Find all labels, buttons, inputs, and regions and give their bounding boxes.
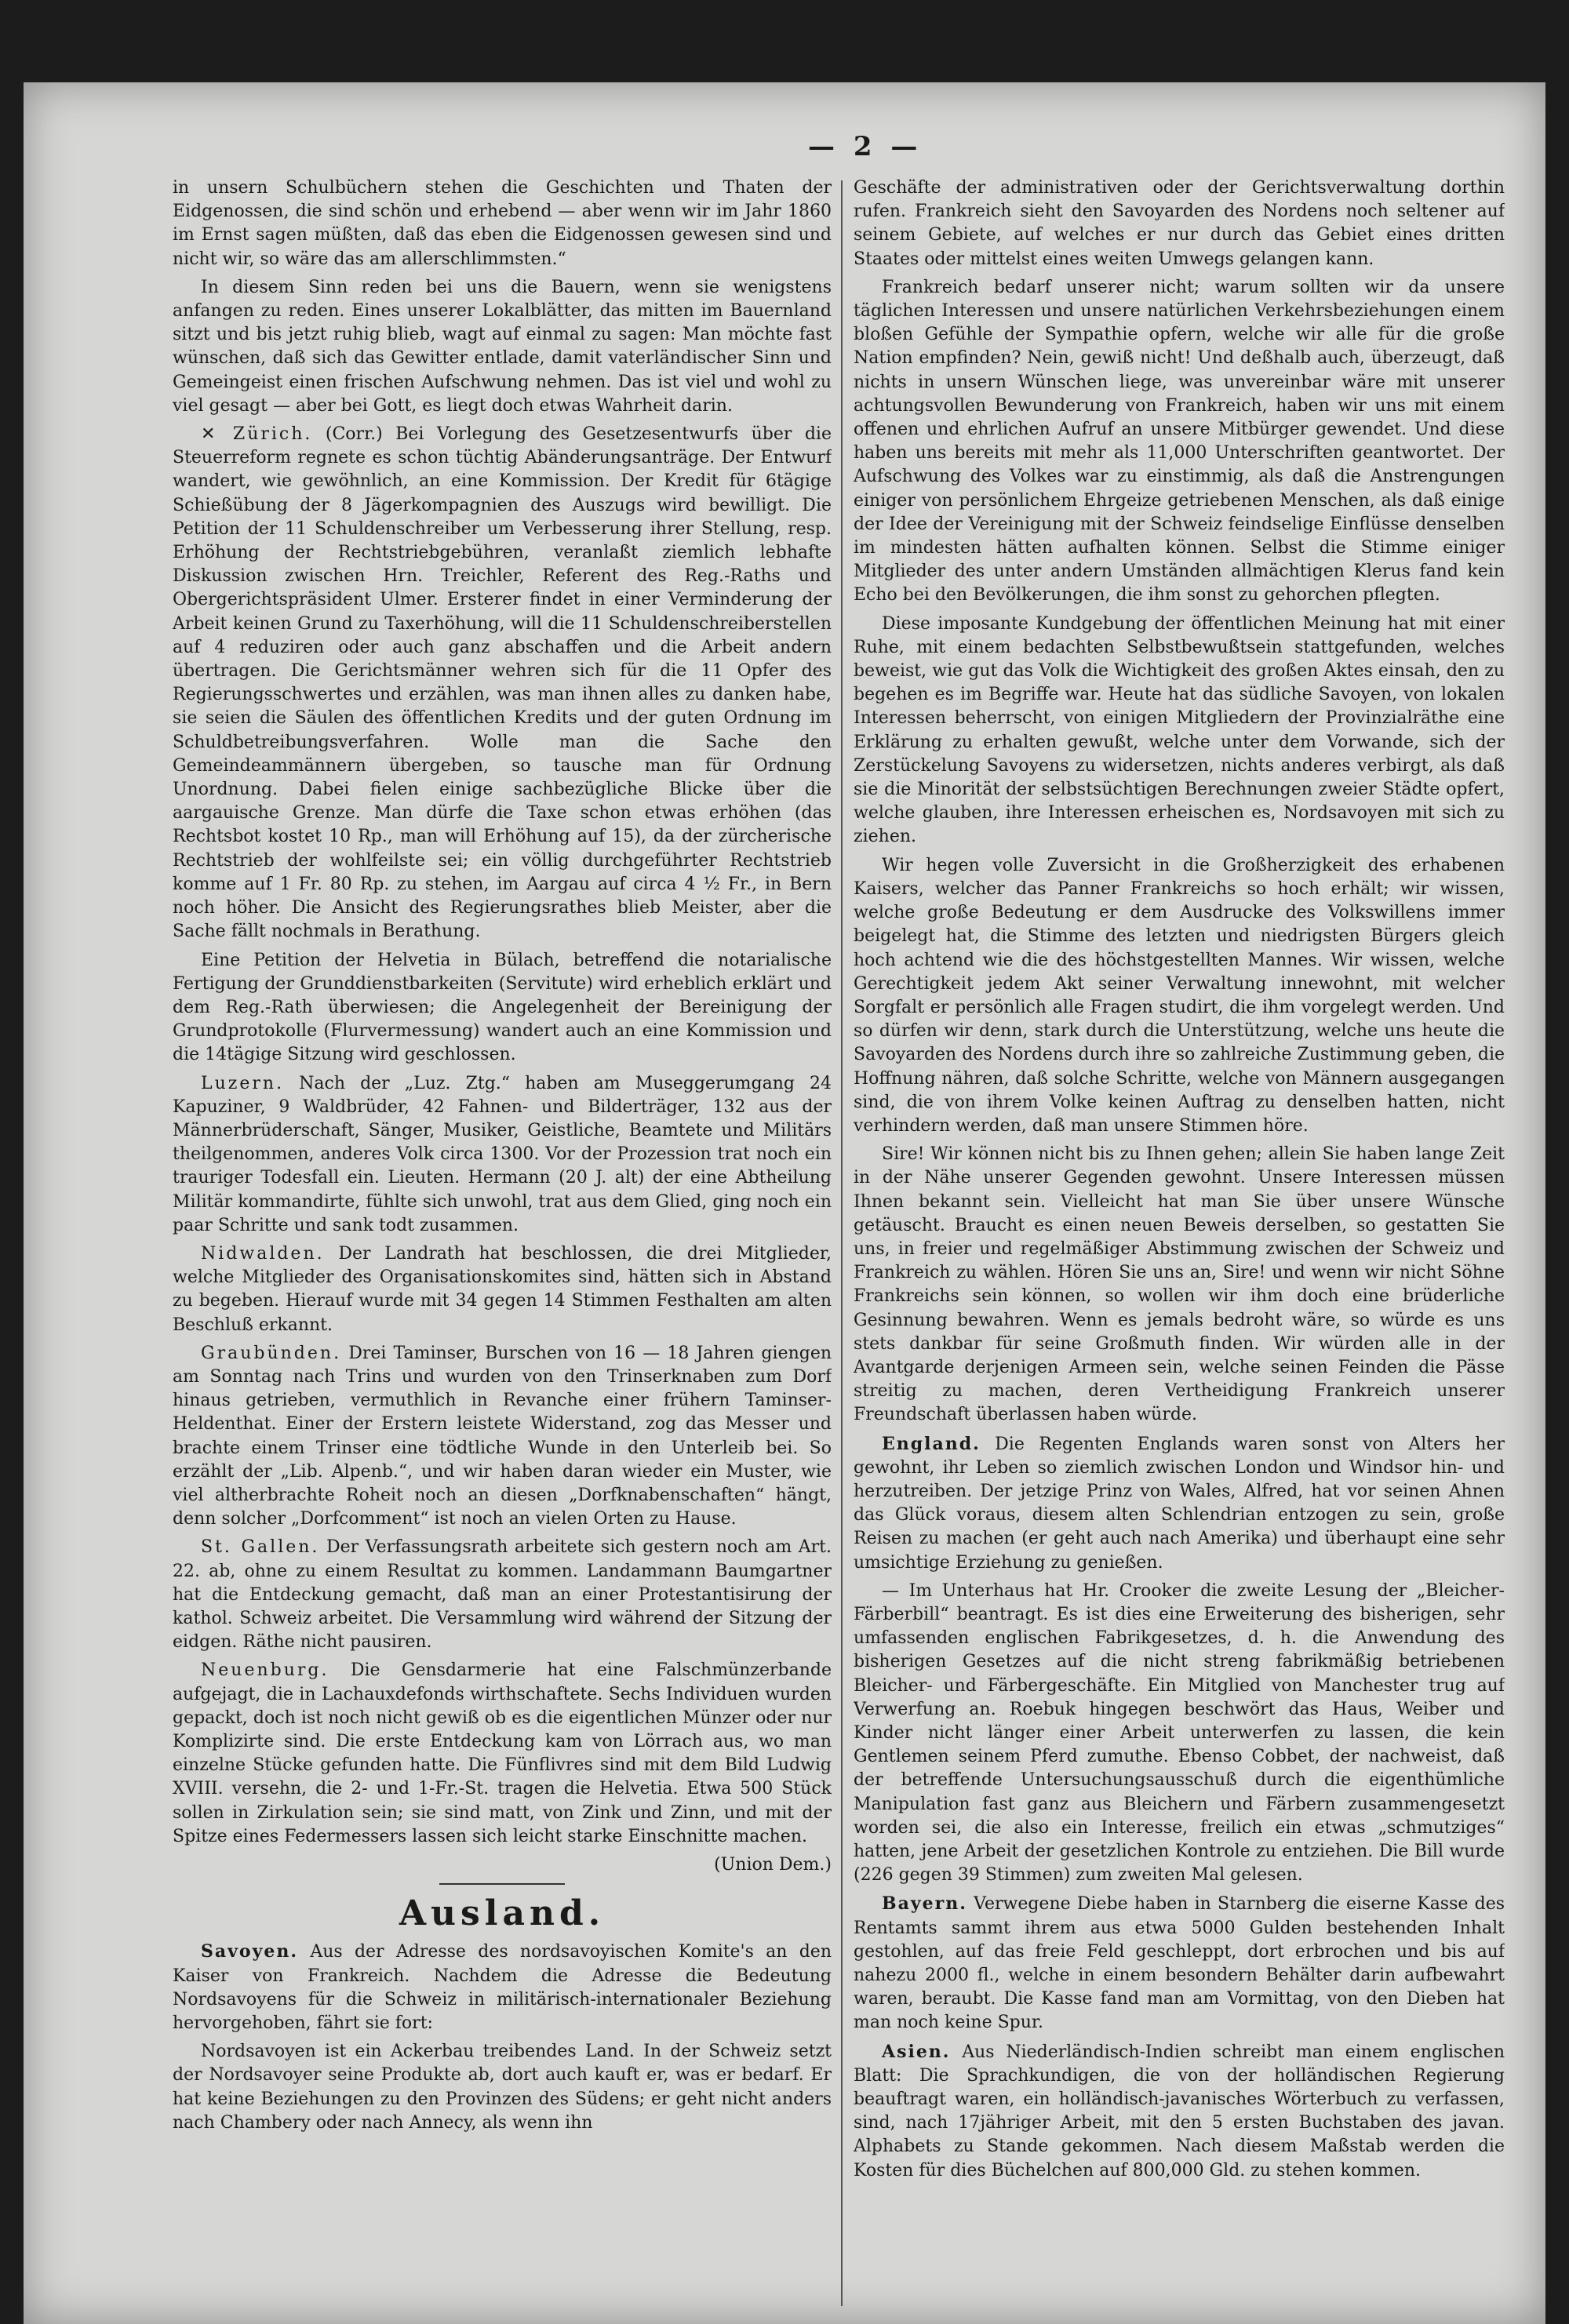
- article-text: Der Verfassungsrath arbeitete sich gestern noch am Art. 22. ab, ohne zu einem Resultat zu kommen. Landammann Baumgartner hat die Entdeckung gemacht, daß man an einer Protestantisirung der kathol. Schweiz arbeitet. Die Versammlung wird während der Sitzung der eidgen. Räthe nicht pausiren.: [173, 1537, 832, 1653]
- section-title-asien: Asien.: [882, 2041, 951, 2062]
- article-text: Nach der „Luz. Ztg.“ haben am Museggerumgang 24 Kapuziner, 9 Waldbrüder, 42 Fahnen- und Bilderträger, 132 aus der Männerbrüderschaft, Sänger, Musiker, Geistliche, Beamtete und Militärs theilgenommen, anderes Volk circa 1300. Vor der Prozession trat noch ein trauriger Todesfall ein. Lieuten. Hermann (20 J. alt) der eine Abtheilung Militär kommandirte, fühlte sich unwohl, trat aus dem Glied, ging noch ein paar Schritte und sank todt zusammen.: [173, 1073, 832, 1235]
- article-paragraph: in unsern Schulbüchern stehen die Geschichten und Thaten der Eidgenossen, die sind schön und erhebend — aber wenn wir im Jahr 1860 im Ernst sagen müßten, daß das eben die Eidgenossen gewesen sind und nicht wir, so wäre das am allerschlimmsten.“: [173, 178, 832, 269]
- article-stgallen: [173, 1536, 832, 1654]
- article-zurich: [173, 423, 832, 944]
- column-divider: [841, 180, 843, 2306]
- article-savoyen: [173, 1940, 832, 2035]
- source-citation: (Union Dem.): [714, 1855, 832, 1875]
- right-column: [854, 176, 1505, 2310]
- article-graubunden: [173, 1342, 832, 1532]
- article-asien: [854, 2040, 1505, 2183]
- section-title-savoyen: Savoyen.: [201, 1941, 299, 1962]
- article-paragraph: Nordsavoyen ist ein Ackerbau treibendes Land. In der Schweiz setzt der Nordsavoyer seine Produkte ab, dort auch kauft er, was er bedarf. Er hat keine Beziehungen zu den Provinzen des Südens; er geht nicht anders nach Chambery oder nach Annecy, als wenn ihn: [173, 2042, 832, 2133]
- section-title-graubunden: Graubünden.: [201, 1343, 342, 1363]
- page-number: — 2 —: [808, 131, 923, 162]
- section-title-england: England.: [882, 1433, 981, 1454]
- article-england: [854, 1432, 1505, 1575]
- article-text: Drei Taminser, Burschen von 16 — 18 Jahren giengen am Sonntag nach Trins und wurden von den Trinserknaben zum Dorf hinaus getrieben, vermuthlich in Revanche einer frühern Taminser-Heldenthat. Einer der Erstern leistete Widerstand, zog das Messer und brachte einem Trinser eine tödtliche Wunde in den Unterleib bei. So erzählt der „Lib. Alpenb.“, und wir haben daran wieder ein Muster, wie viel altherbrachte Roheit noch an diesen „Dorfknabenschaften“ hängt, denn solcher „Dorfcomment“ ist noch an vielen Orten zu Hause.: [173, 1343, 832, 1529]
- article-text: Der Landrath hat beschlossen, die drei Mitglieder, welche Mitglieder des Organisationskomites sind, hätten sich in Abstand zu begeben. Hierauf wurde mit 34 gegen 14 Stimmen Festhalten am alten Beschluß erkannt.: [173, 1243, 832, 1335]
- article-luzern: [173, 1072, 832, 1238]
- section-title-luzern: Luzern.: [201, 1073, 285, 1093]
- article-paragraph: Sire! Wir können nicht bis zu Ihnen gehen; allein Sie haben lange Zeit in der Nähe unserer Gegenden gewohnt. Unsere Interessen müssen Ihnen bekannt sein. Vielleicht hat man Sie über unsere Wünsche getäuscht. Braucht es einen neuen Beweis derselben, so gestatten Sie uns, in freier und regelmäßiger Abstimmung zwischen der Schweiz und Frankreich zu wählen. Hören Sie uns an, Sire! und wenn wir nicht Söhne Frankreichs sein können, so wollen wir ihm doch eine brüderliche Gesinnung bewahren. Wenn es jemals bedroht wäre, so würde es uns stets dankbar für seine Großmuth finden. Wir würden alle in der Avantgarde derjenigen Armeen sein, welche seinen Feinden die Pässe streitig zu machen, deren Vertheidigung Frankreich unserer Freundschaft überlassen haben würde.: [854, 1144, 1505, 1425]
- article-text: Aus Niederländisch-Indien schreibt man einem englischen Blatt: Die Sprachkundigen, die von der holländischen Regierung beauftragt waren, ein holländisch-javanisches Wörterbuch zu verfassen, sind, nach 17jähriger Arbeit, mit den 5 ersten Buchstaben des javan. Alphabets zu Stande gekommen. Nach diesem Maßstab werden die Kosten für dies Büchelchen auf 800,000 Gld. zu stehen kommen.: [854, 2042, 1505, 2180]
- article-bayern: [854, 1892, 1505, 2035]
- divider-rule: [439, 1883, 565, 1885]
- article-paragraph: Geschäfte der administrativen oder der Gerichtsverwaltung dorthin rufen. Frankreich sieht den Savoyarden des Nordens noch seltener auf seinem Gebiete, auf welches er nur durch das Gebiet eines dritten Staates oder mittelst eines weiten Umwegs gelangen kann.: [854, 178, 1505, 269]
- article-paragraph: Diese imposante Kundgebung der öffentlichen Meinung hat mit einer Ruhe, mit einem bedachten Selbstbewußtsein stattgefunden, welches beweist, wie gut das Volk die Wichtigkeit des großen Aktes einsah, den zu begehen es im Begriffe war. Heute hat das südliche Savoyen, von lokalen Interessen beherrscht, von einigen Mitgliedern der Provinzialräthe eine Erklärung zu erhalten gewußt, welche unter dem Vorwande, sich der Zerstückelung Savoyens zu widersetzen, nichts anderes verbirgt, als daß sie die Minorität der selbstsüchtigen Berechnungen zweier Städte opfert, welche glauben, ihre Interessen erheischen es, Nordsavoyen mit sich zu ziehen.: [854, 613, 1505, 847]
- ausland-heading: Ausland.: [399, 1893, 606, 1934]
- article-text: Die Gensdarmerie hat eine Falschmünzerbande aufgejagt, die in Lachauxdefonds wirthschaftete. Sechs Individuen wurden gepackt, doch ist noch nicht gewiß ob es die eigentlichen Münzer oder nur Komplizirte sind. Die erste Entdeckung kam von Lörrach aus, wo man einzelne Stücke gefunden hatte. Die Fünflivres sind mit dem Bild Ludwig XVIII. versehn, die 2- und 1-Fr.-St. tragen die Helvetia. Etwa 500 Stück sollen in Zirkulation sein; sie sind matt, von Zink und Zinn, und mit der Spitze eines Federmessers lassen sich leicht starke Einschnitte machen.: [173, 1660, 832, 1846]
- article-text: (Corr.) Bei Vorlegung des Gesetzesentwurfs über die Steuerreform regnete es schon tüchtig Abänderungsanträge. Der Entwurf wandert, wie gewöhnlich, an eine Kommission. Der Kredit für 6tägige Schießübung der 8 Jägerkompagnien des Auszugs wird bewilligt. Die Petition der 11 Schuldenschreiber um Verbesserung ihrer Stellung, resp. Erhöhung der Rechtstriebgebühren, veranlaßt ziemlich lebhafte Diskussion zwischen Hrn. Treichler, Referent des Reg.-Raths und Obergerichtspräsident Ulmer. Ersterer findet in einer Verminderung der Arbeit keinen Grund zu Taxerhöhung, will die 11 Schuldenschreiberstellen auf 4 reduziren oder auch ganz abschaffen und die Arbeit andern übertragen. Die Gerichtsmänner wehren sich für die 11 Opfer des Regierungsschwertes und erzählen, was man ihnen alles zu danken habe, sie seien die Säulen des öffentlichen Kredits und der guten Ordnung im Schuldbetreibungsverfahren. Wolle man die Sache den Gemeindeammännern übergeben, so tausche man für Ordnung Unordnung. Dabei fielen einige sachbezügliche Blicke über die aargauische Grenze. Man dürfe die Taxe schon etwas erhöhen (das Rechtsbot kostet 10 Rp., man will Erhöhung auf 15), da der zürcherische Rechtstrieb der wohlfeilste sei; ein völlig durchgeführter Rechtstrieb komme auf 1 Fr. 80 Rp. zu stehen, im Aargau auf circa 4 ½ Fr., in Bern noch höher. Die Ansicht des Regierungsrathes blieb Meister, aber die Sache fällt nochmals in Berathung.: [173, 424, 832, 942]
- article-text: Aus der Adresse des nordsavoyischen Komite's an den Kaiser von Frankreich. Nachdem die Adresse die Bedeutung Nordsavoyens für die Schweiz in militärisch-internationaler Beziehung hervorgehoben, fährt sie fort:: [173, 1942, 832, 2034]
- left-column: [173, 176, 832, 2310]
- section-title-neuenburg: Neuenburg.: [201, 1660, 329, 1681]
- article-paragraph: In diesem Sinn reden bei uns die Bauern, wenn sie wenigstens anfangen zu reden. Eines unserer Lokalblätter, das mitten im Bauernland sitzt und bis jetzt ruhig blieb, wagt auf einmal zu sagen: Man möchte fast wünschen, daß sich das Gewitter entlade, damit vaterländischer Sinn und Gemeingeist einen frischen Aufschwung nehmen. Das ist viel und wohl zu viel gesagt — aber bei Gott, es liegt doch etwas Wahrheit darin.: [173, 277, 832, 416]
- article-text: Verwegene Diebe haben in Starnberg die eiserne Kasse des Rentamts sammt ihrem aus etwa 5000 Gulden bestehenden Inhalt gestohlen, auf das freie Feld geschleppt, dort erbrochen und bis auf nahezu 2000 fl., welche in einem besondern Behälter darin aufbewahrt waren, beraubt. Die Kasse fand man am Vormittag, von den Dieben hat man noch keine Spur.: [854, 1894, 1505, 2033]
- section-title-stgallen: St. Gallen.: [201, 1537, 320, 1558]
- article-text: Die Regenten Englands waren sonst von Alters her gewohnt, ihr Leben so ziemlich zwischen London und Windsor hin- und herzutreiben. Der jetzige Prinz von Wales, Alfred, hat vor seinen Ahnen das Glück voraus, diesem alten Schlendrian entzogen zu sein, große Reisen zu machen (er geht auch nach Amerika) und überhaupt eine sehr umsichtige Erziehung zu genießen.: [854, 1434, 1505, 1573]
- article-paragraph: Eine Petition der Helvetia in Bülach, betreffend die notarialische Fertigung der Grunddienstbarkeiten (Servitute) wird erheblich erklärt und dem Reg.-Rath überwiesen; die Angelegenheit der Bereinigung der Grundprotokolle (Flurvermessung) wandert auch an eine Kommission und die 14tägige Sitzung wird geschlossen.: [173, 950, 832, 1065]
- article-paragraph: — Im Unterhaus hat Hr. Crooker die zweite Lesung der „Bleicher- Färberbill“ beantragt. Es ist dies eine Erweiterung des bisherigen, sehr umfassenden englischen Fabrikgesetzes, d. h. die Anwendung des bisherigen Gesetzes auf die nicht streng fabrikmäßig betriebenen Bleicher- und Färbergeschäfte. Ein Mitglied von Manchester trug auf Verwerfung an. Roebuk hingegen beschwört das Haus, Weiber und Kinder nicht länger einer Arbeit unterwerfen zu lassen, die kein Gentlemen seinem Pferd zumuthe. Ebenso Cobbet, der nachweist, daß der betreffende Untersuchungsausschuß durch die eigenthümliche Manipulation fast ganz aus Bleichern und Färbern zusammengesetzt worden sei, die also ein Interesse, freilich ein etwas „schmutziges“ hatten, jene Arbeit der gesetzlichen Kontrole zu entziehen. Die Bill wurde (226 gegen 39 Stimmen) zum zweiten Mal gelesen.: [854, 1580, 1505, 1886]
- article-paragraph: Frankreich bedarf unserer nicht; warum sollten wir da unsere täglichen Interessen und unsere natürlichen Verkehrsbeziehungen einem bloßen Gefühle der Sympathie opfern, welche wir alle für die große Nation empfinden? Nein, gewiß nicht! Und deßhalb auch, überzeugt, daß nichts in unsern Wünschen liege, was unvereinbar wäre mit unserer achtungsvollen Bewunderung von Frankreich, haben wir uns mit einem offenen und ehrlichen Aufruf an unsere Mitbürger gewendet. Und diese haben uns bereits mit mehr als 11,000 Unterschriften geantwortet. Der Aufschwung des Volkes war zu einstimmig, als daß die Anstrengungen einiger von persönlichem Ehrgeize getriebenen Menschen, als daß einige der Idee der Vereinigung mit der Schweiz feindselige Einflüsse denselben im mindesten hätten aufhalten können. Selbst die Stimme einiger Mitglieder des unter andern Umständen allmächtigen Klerus fand kein Echo bei den Bevölkerungen, die ihm sonst zu gehorchen pflegten.: [854, 277, 1505, 606]
- section-title-bayern: Bayern.: [882, 1893, 967, 1915]
- article-nidwalden: [173, 1242, 832, 1337]
- section-title-nidwalden: Nidwalden.: [201, 1243, 325, 1264]
- article-neuenburg: [173, 1659, 832, 1849]
- newspaper-page: [24, 82, 1545, 2324]
- article-paragraph: Wir hegen volle Zuversicht in die Großherzigkeit des erhabenen Kaisers, welcher das Panner Frankreichs so hoch erhält; wir wissen, welche große Bedeutung er dem Ausdrucke des Volkswillens immer beigelegt hat, die Stimme des letzten und niedrigsten Bürgers gleich hoch achtend wie die des höchstgestellten Mannes. Wir wissen, welche Gerechtigkeit jedem Akt seiner Verwaltung innewohnt, mit welcher Sorgfalt er persönlich alle Fragen studirt, die ihm vorgelegt werden. Und so dürfen wir denn, stark durch die Unterstützung, welche uns heute die Savoyarden des Nordens durch ihre so zahlreiche Zustimmung geben, die Hoffnung nähren, daß solche Schritte, welche von Männern ausgegangen sind, die von ihrem Volke keinen Auftrag zu denselben hatten, nicht verhindern werden, daß man unsere Stimmen höre.: [854, 855, 1505, 1136]
- section-title-zurich: ✕ Zürich.: [201, 424, 313, 445]
